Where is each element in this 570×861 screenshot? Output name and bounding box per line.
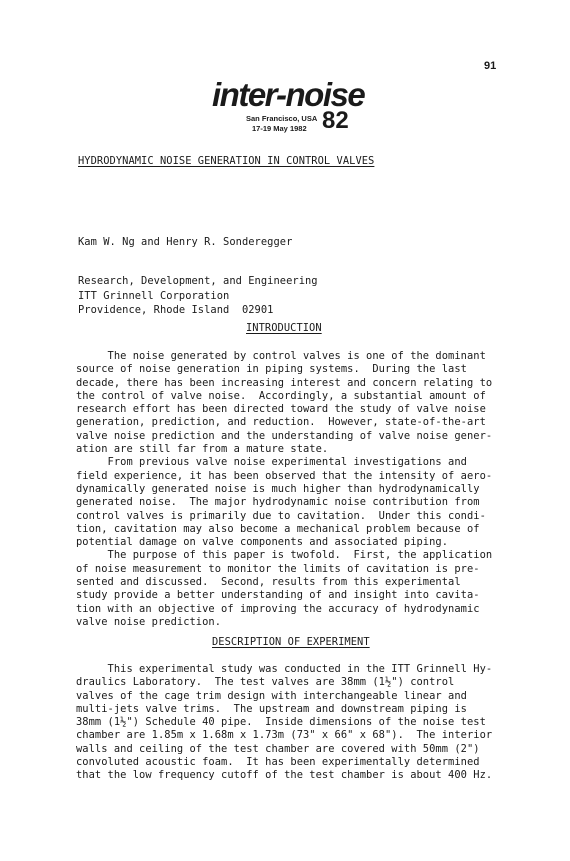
section-heading-experiment: DESCRIPTION OF EXPERIMENT xyxy=(212,636,370,648)
text-line: convoluted acoustic foam. It has been experimentally determined xyxy=(76,756,480,769)
text-line: sented and discussed. Second, results from this experimental xyxy=(76,576,461,589)
text-line: generated noise. The major hydrodynamic noise contribution from xyxy=(76,496,480,509)
text-line: study provide a better understanding of and insight into cavita- xyxy=(76,589,480,602)
text-line: source of noise generation in piping systems. During the last xyxy=(76,363,467,376)
text-line: draulics Laboratory. The test valves are 38mm (1½") control xyxy=(76,676,455,689)
text-line: control valves is primarily due to cavitation. Under this condi- xyxy=(76,509,486,522)
text-line: 38mm (1½") Schedule 40 pipe. Inside dimensions of the noise test xyxy=(76,716,486,729)
text-line: potential damage on valve components and associated piping. xyxy=(76,536,449,549)
text-line: the control of valve noise. Accordingly, a substantial amount of xyxy=(76,389,486,402)
text-line: multi-jets valve trims. The upstream and downstream piping is xyxy=(76,702,467,715)
text-line: tion, cavitation may also become a mechanical problem because of xyxy=(76,522,480,535)
text-line: This experimental study was conducted in the ITT Grinnell Hy- xyxy=(76,663,493,675)
authors: Kam W. Ng and Henry R. Sonderegger xyxy=(78,236,293,248)
logo-year: 82 xyxy=(322,107,349,134)
logo-wordmark: inter-noise xyxy=(212,76,365,113)
text-line: valves of the cage trim design with interchangeable linear and xyxy=(76,689,467,702)
text-line: walls and ceiling of the test chamber are covered with 50mm (2") xyxy=(76,742,480,755)
introduction-body xyxy=(76,350,492,629)
text-line: research effort has been directed toward the study of valve noise xyxy=(76,403,486,416)
text-line: generation, prediction, and reduction. However, state-of-the-art xyxy=(76,416,486,429)
affiliation-line: Research, Development, and Engineering xyxy=(78,275,318,287)
text-line: chamber are 1.85m x 1.68m x 1.73m (73" x 66" x 68"). The interior xyxy=(76,729,493,742)
experiment-body xyxy=(76,663,492,783)
text-line: tion with an objective of improving the accuracy of hydrodynamic xyxy=(76,602,480,615)
section-heading-introduction: INTRODUCTION xyxy=(246,322,322,334)
text-line: From previous valve noise experimental investigations and xyxy=(76,456,467,469)
text-line: of noise measurement to monitor the limits of cavitation is pre- xyxy=(76,562,480,575)
text-line: decade, there has been increasing interest and concern relating to xyxy=(76,376,493,389)
page-number: 91 xyxy=(484,60,497,72)
text-line: ation are still far from a mature state. xyxy=(76,443,329,456)
affiliation-line: ITT Grinnell Corporation xyxy=(78,290,230,302)
text-line: valve noise prediction and the understanding of valve noise gener- xyxy=(76,429,493,442)
text-line: The noise generated by control valves is one of the dominant xyxy=(76,350,486,362)
text-line: that the low frequency cutoff of the test chamber is about 400 Hz. xyxy=(76,769,493,782)
text-line: dynamically generated noise is much higher than hydrodynamically xyxy=(76,482,480,495)
affiliation-line: Providence, Rhode Island 02901 xyxy=(78,304,274,316)
text-line: The purpose of this paper is twofold. First, the application xyxy=(76,549,493,562)
logo-location: San Francisco, USA xyxy=(246,114,318,123)
text-line: field experience, it has been observed that the intensity of aero- xyxy=(76,469,493,482)
text-line: valve noise prediction. xyxy=(76,615,222,628)
paper-title: HYDRODYNAMIC NOISE GENERATION IN CONTROL VALVES xyxy=(78,155,375,167)
logo-dates: 17-19 May 1982 xyxy=(252,124,307,133)
